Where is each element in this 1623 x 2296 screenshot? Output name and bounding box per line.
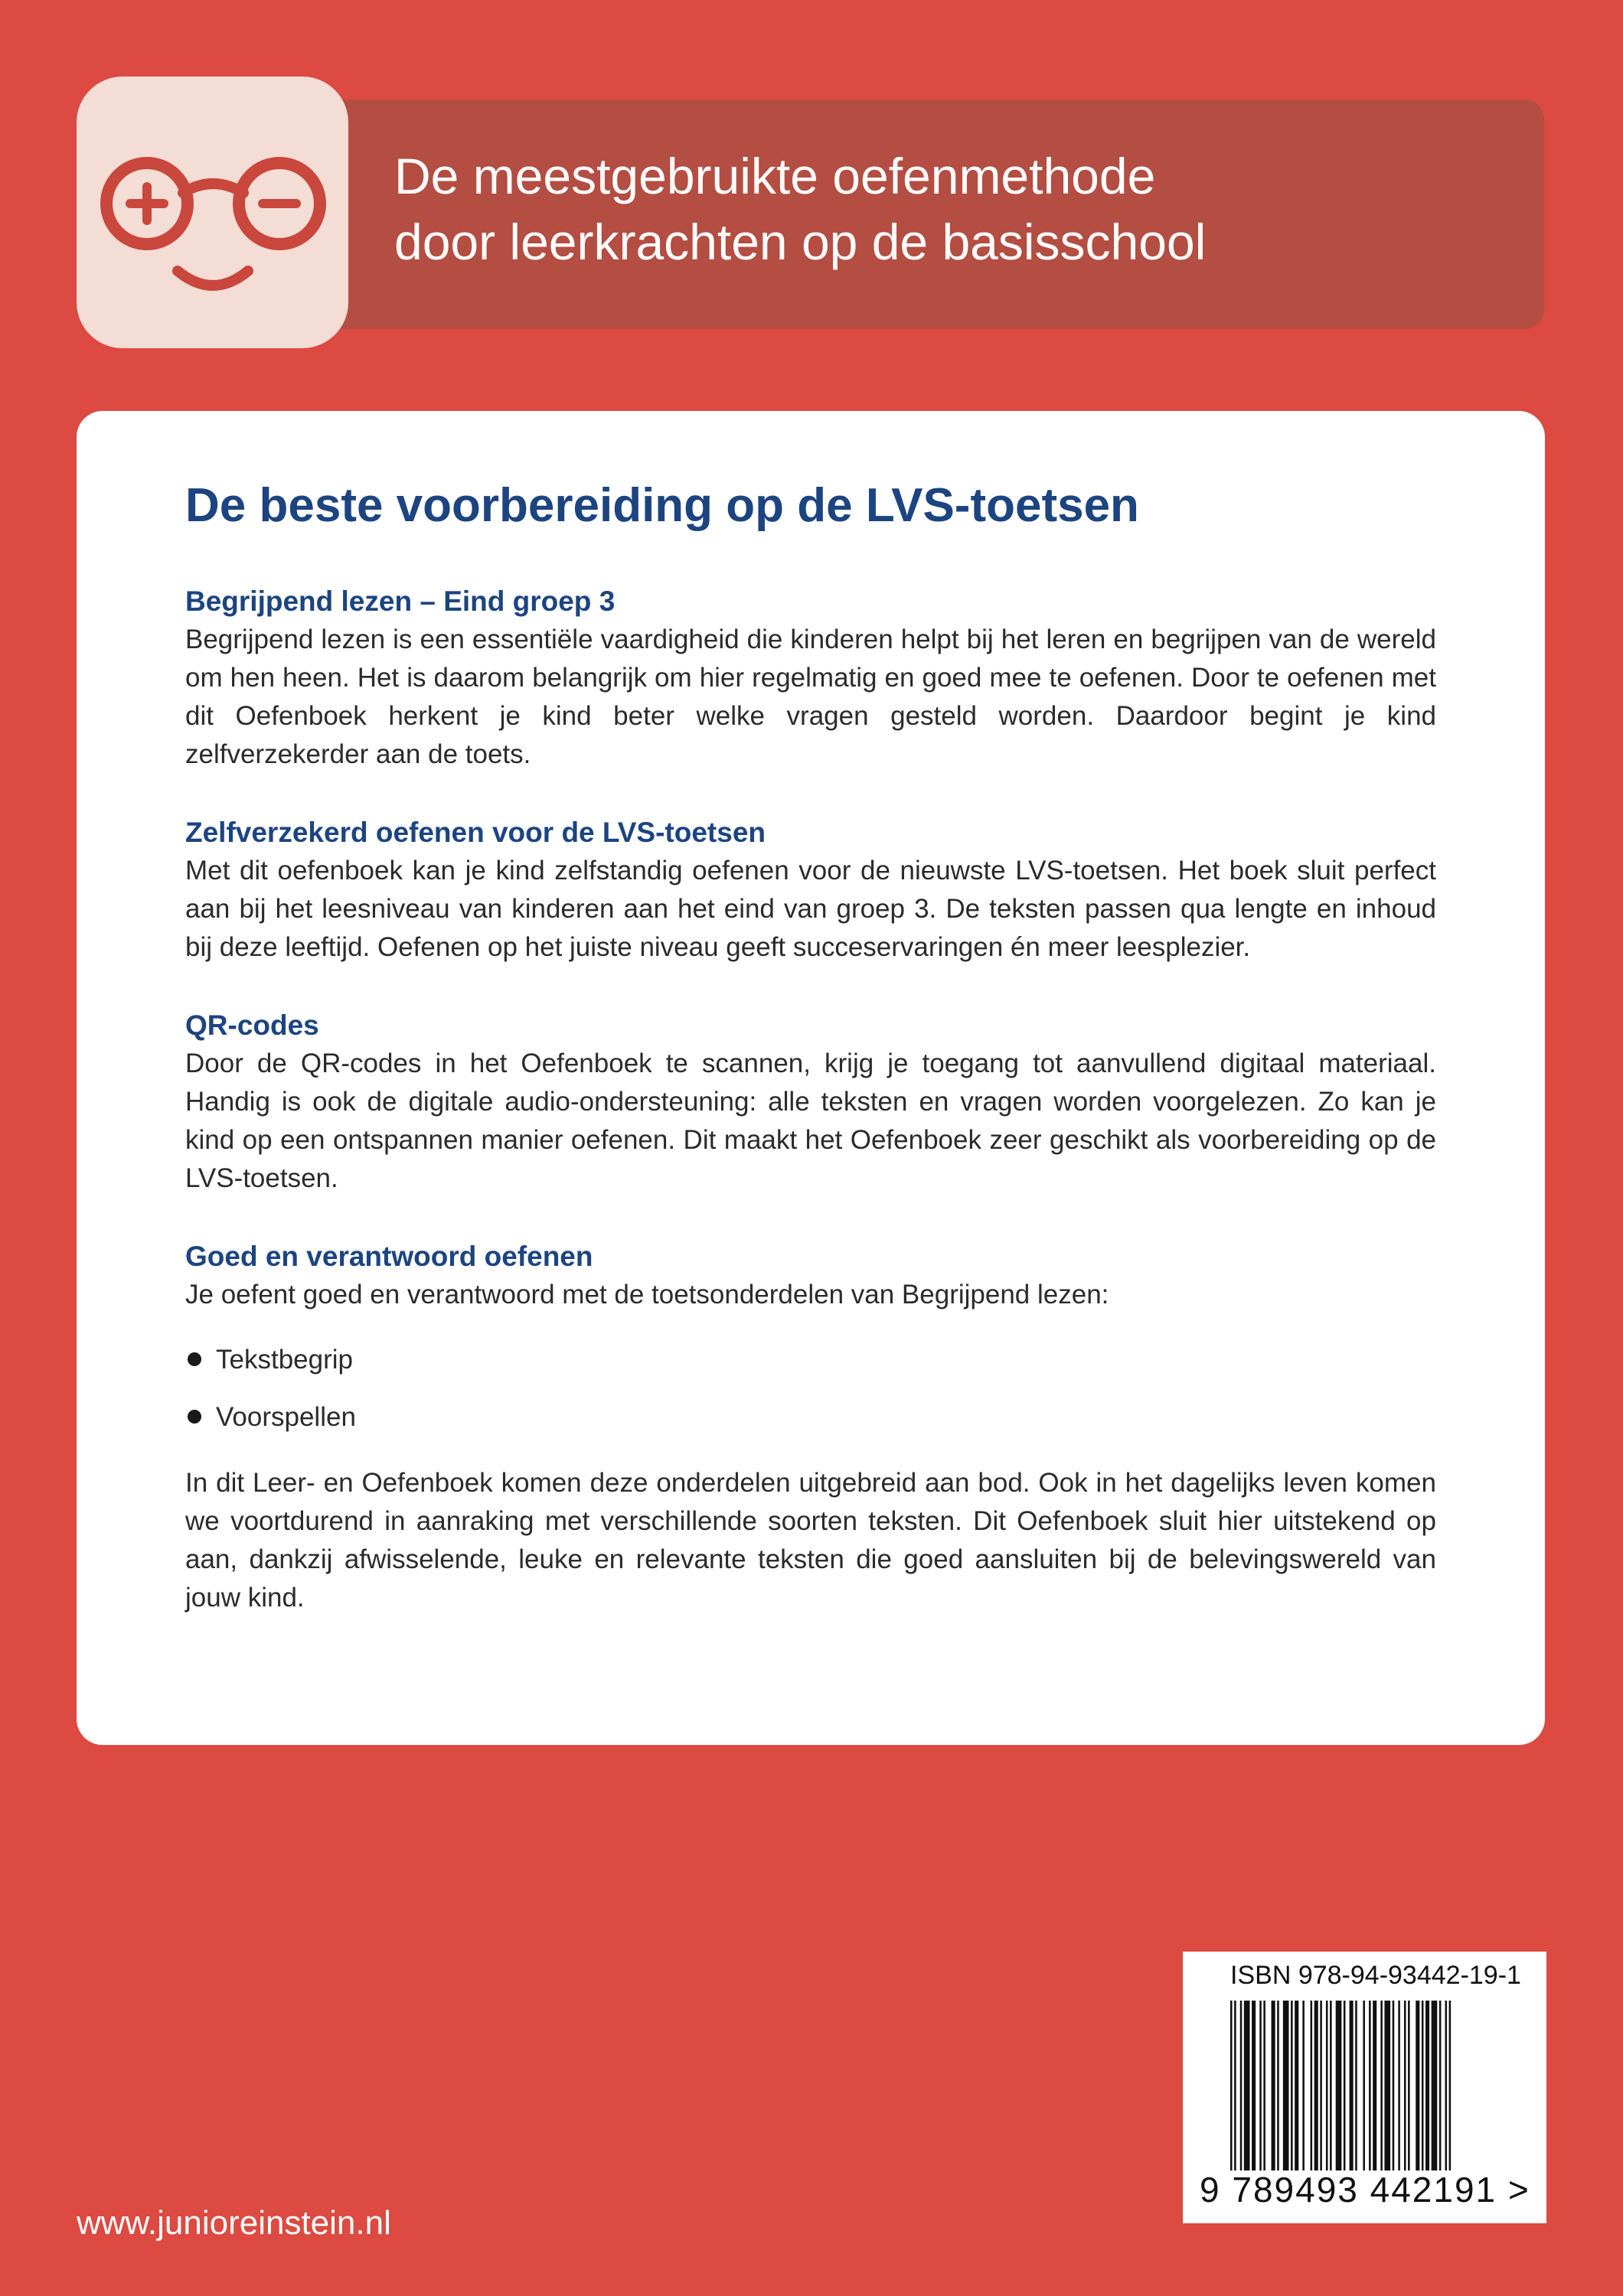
barcode-bar <box>1398 2001 1400 2170</box>
isbn-number: ISBN 978-94-93442-19-1 <box>1230 1961 1521 1990</box>
barcode-bar <box>1404 2001 1406 2170</box>
section-text: Je oefent goed en verantwoord met de toetsonderdelen van Begrijpend lezen: <box>185 1280 1109 1309</box>
barcode-bar <box>1295 2001 1298 2170</box>
barcode-bar <box>1277 2001 1279 2170</box>
section-heading: Begrijpend lezen – Eind groep 3 <box>185 585 616 617</box>
barcode-bar <box>1252 2001 1256 2170</box>
barcode-bar <box>1344 2001 1346 2170</box>
website-link[interactable]: www.junioreinstein.nl <box>77 2204 391 2242</box>
barcode-bar <box>1363 2001 1365 2170</box>
barcode-bar <box>1240 2001 1243 2170</box>
barcode-bar <box>1432 2001 1438 2170</box>
barcode-bar <box>1244 2001 1250 2170</box>
barcode-bar <box>1326 2001 1328 2170</box>
bullet-list <box>185 1331 1436 1446</box>
barcode-bars <box>1230 2001 1521 2177</box>
section-goed-en-verantwoord <box>185 1238 1436 1617</box>
barcode-bar <box>1425 2001 1429 2170</box>
list-item-label: Voorspellen <box>216 1402 356 1432</box>
barcode-bar <box>1314 2001 1318 2170</box>
barcode-bar <box>1408 2001 1410 2170</box>
barcode-bar <box>1355 2001 1357 2170</box>
sections <box>185 582 1436 1657</box>
section-heading: Goed en verantwoord oefenen <box>185 1241 593 1272</box>
list-item-label: Tekstbegrip <box>216 1345 353 1375</box>
barcode-bar <box>1416 2001 1419 2170</box>
barcode-bar <box>1373 2001 1376 2170</box>
section-text: Door de QR-codes in het Oefenboek te scannen, krijg je toegang tot aanvullend digitaal materiaal. Handig is ook de digitale audio-ondersteuning: alle teksten en vragen worden voorgelezen. Zo kan je kind op een ontspannen manier oefenen. Dit maakt het Oefenboek zeer geschikt als voorbereiding op de LVS-toetsen. <box>185 1049 1436 1193</box>
barcode-bar <box>1393 2001 1395 2170</box>
barcode-bar <box>1422 2001 1424 2170</box>
tagline-line: De meestgebruikte oefenmethode <box>394 148 1156 204</box>
tagline <box>394 143 1512 275</box>
barcode-bar <box>1263 2001 1265 2170</box>
section-text: Met dit oefenboek kan je kind zelfstandig oefenen voor de nieuwste LVS-toetsen. Het boek sluit perfect aan bij het leesniveau van kinderen aan het eind van groep 3. De teksten passen qua lengte en inhoud bij deze leeftijd. Oefenen op het juiste niveau geeft succeservaringen én meer leesplezier. <box>185 856 1436 962</box>
barcode-bar <box>1350 2001 1354 2170</box>
barcode-bar <box>1291 2001 1293 2170</box>
barcode-bar <box>1230 2001 1233 2170</box>
logo <box>77 77 348 348</box>
barcode-bar <box>1259 2001 1262 2170</box>
section-heading: Zelfverzekerd oefenen voor de LVS-toetsen <box>185 817 766 848</box>
section-text: Begrijpend lezen is een essentiële vaardigheid die kinderen helpt bij het leren en begrijpen van de wereld om hen heen. Het is daarom belangrijk om hier regelmatig en goed mee te oefenen. Door te oefenen met dit Oefenboek herkent je kind beter welke vragen gesteld worden. Daardoor begint je kind zelfverzekerder aan de toets. <box>185 625 1436 769</box>
barcode-bar <box>1449 2001 1452 2170</box>
barcode-bar <box>1234 2001 1236 2170</box>
barcode-bar <box>1439 2001 1442 2170</box>
barcode-bar <box>1283 2001 1289 2170</box>
section-zelfverzekerd-oefenen <box>185 814 1436 967</box>
closing-text: In dit Leer- en Oefenboek komen deze onderdelen uitgebreid aan bod. Ook in het dagelijks leven komen we voortdurend in aanraking met verschillende soorten teksten. Dit Oefenboek sluit hier uitstekend op aan, dankzij afwisselende, leuke en relevante teksten die goed aansluiten bij de belevingswereld van jouw kind. <box>185 1468 1436 1613</box>
card-title: De beste voorbereiding op de LVS-toetsen <box>185 479 1139 532</box>
section-begrijpend-lezen <box>185 582 1436 774</box>
barcode-bar <box>1369 2001 1371 2170</box>
barcode-bar <box>1336 2001 1342 2170</box>
barcode-bar <box>1445 2001 1448 2170</box>
barcode-digits: 9 789493 442191 > <box>1200 2170 1530 2210</box>
bullet-icon <box>188 1410 201 1424</box>
barcode-bar <box>1380 2001 1383 2170</box>
content-card <box>77 411 1545 1745</box>
barcode-bar <box>1330 2001 1332 2170</box>
isbn-barcode <box>1183 1952 1546 2223</box>
barcode-bar <box>1384 2001 1390 2170</box>
section-heading: QR-codes <box>185 1009 319 1041</box>
barcode-bar <box>1320 2001 1322 2170</box>
barcode-bar <box>1272 2001 1275 2170</box>
bullet-icon <box>188 1352 201 1366</box>
section-qr-codes <box>185 1006 1436 1198</box>
list-item <box>185 1388 1436 1446</box>
barcode-bar <box>1302 2001 1305 2170</box>
tagline-line: door leerkrachten op de basisschool <box>394 214 1207 270</box>
barcode-bar <box>1311 2001 1313 2170</box>
plus-minus-glasses-smiley-icon <box>77 77 348 348</box>
list-item <box>185 1331 1436 1388</box>
